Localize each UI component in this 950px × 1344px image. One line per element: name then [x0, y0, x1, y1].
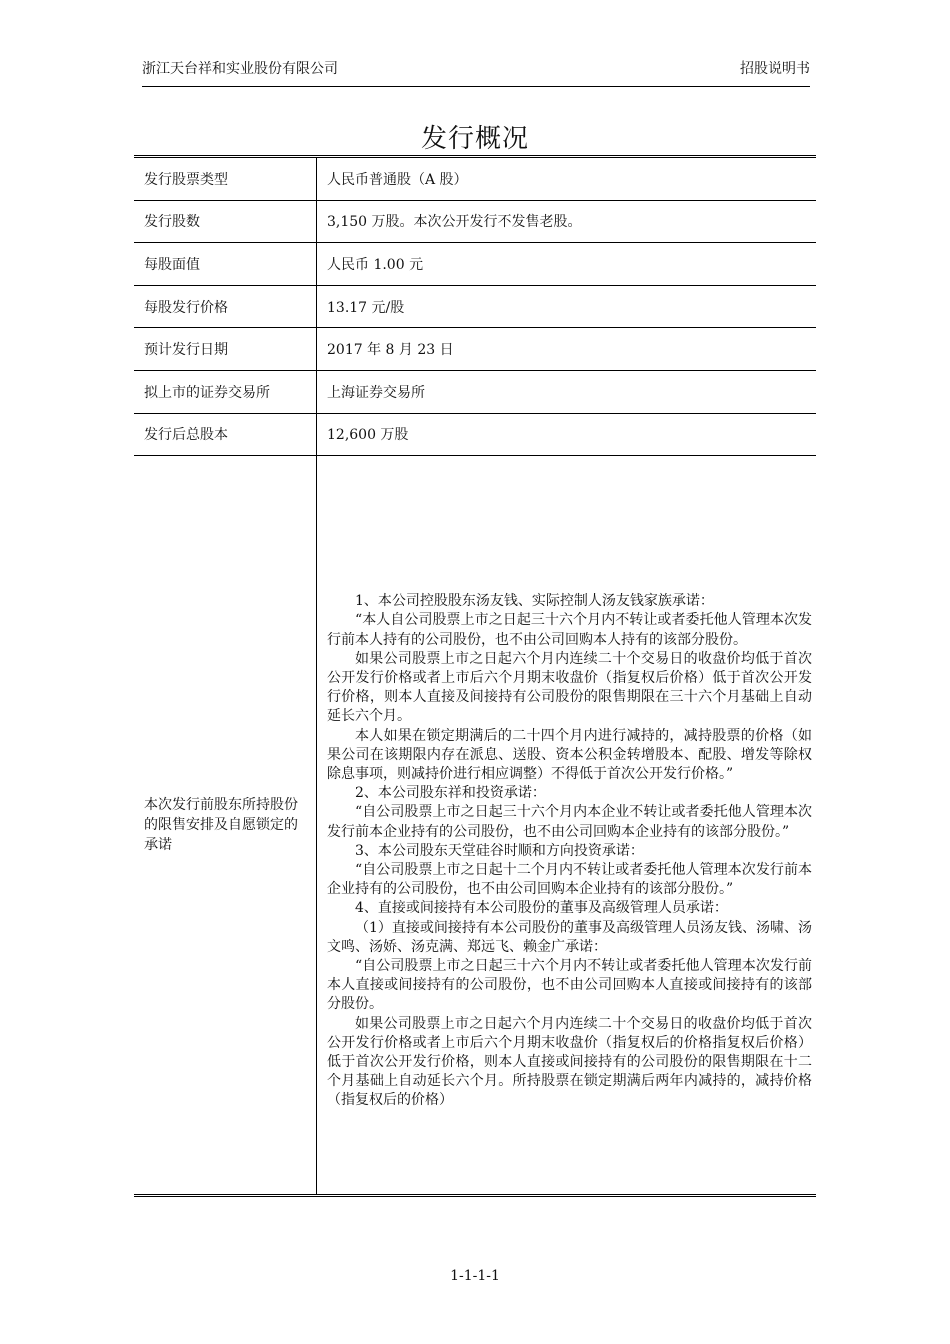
table-row — [134, 328, 816, 371]
row-label: 预计发行日期 — [134, 328, 317, 370]
page-header — [142, 58, 810, 87]
table-row-lockup — [134, 456, 816, 1197]
row-value: 人民币 1.00 元 — [327, 256, 424, 273]
commitment-paragraph: “自公司股票上市之日起十二个月内不转让或者委托他人管理本次发行前本企业持有的公司股份，也不由公司回购本企业持有的该部分股份。” — [327, 862, 812, 898]
row-label: 发行股数 — [134, 201, 317, 243]
row-value: 3,150 万股。本次公开发行不发售老股。 — [327, 214, 582, 231]
commitment-heading: 3、本公司股东天堂硅谷时顺和方向投资承诺： — [355, 842, 644, 859]
row-value: 12,600 万股 — [327, 427, 409, 444]
page-title: 发行概况 — [420, 124, 529, 154]
lockup-commitments — [317, 456, 816, 1194]
row-label: 每股面值 — [134, 243, 317, 285]
row-label: 发行股票类型 — [134, 158, 317, 200]
commitment-paragraph: “自公司股票上市之日起三十六个月内本企业不转让或者委托他人管理本次发行前本企业持有的公司股份，也不由公司回购本企业持有的该部分股份。” — [327, 804, 812, 840]
document-type: 招股说明书 — [740, 61, 810, 77]
row-value: 13.17 元/股 — [327, 299, 405, 316]
commitment-paragraph: 如果公司股票上市之日起六个月内连续二十个交易日的收盘价均低于首次公开发行价格或者上市后六个月期末收盘价（指复权后的价格指复权后价格）低于首次公开发行价格，则本人直接或间接持有的公司股份的限售期限在十二个月基础上自动延长六个月。所持股票在锁定期满后两年内减持的，减持价格（指复权后的价格） — [327, 1015, 812, 1109]
issuance-overview-table — [134, 155, 816, 1197]
commitment-paragraph: “本人自公司股票上市之日起三十六个月内不转让或者委托他人管理本次发行前本人持有的公司股份，也不由公司回购本人持有的该部分股份。 — [327, 612, 812, 648]
company-name: 浙江天台祥和实业股份有限公司 — [142, 61, 338, 77]
row-value: 上海证券交易所 — [327, 384, 425, 401]
table-row — [134, 243, 816, 286]
commitment-heading: 4、直接或间接持有本公司股份的董事及高级管理人员承诺： — [355, 900, 728, 917]
commitment-paragraph: 如果公司股票上市之日起六个月内连续二十个交易日的收盘价均低于首次公开发行价格或者上市后六个月期末收盘价（指复权后价格）低于首次公开发行价格，则本人直接及间接持有公司股份的限售期限在三十六个月基础上自动延长六个月。 — [327, 650, 812, 725]
commitment-paragraph: “自公司股票上市之日起三十六个月内不转让或者委托他人管理本次发行前本人直接或间接持有的公司股份，也不由公司回购本人直接或间接持有的该部分股份。 — [327, 958, 812, 1013]
table-row — [134, 371, 816, 414]
table-row — [134, 158, 816, 201]
row-value: 2017 年 8 月 23 日 — [327, 342, 454, 359]
commitment-heading: 2、本公司股东祥和投资承诺： — [355, 785, 546, 802]
commitment-heading: 1、本公司控股股东汤友钱、实际控制人汤友钱家族承诺： — [355, 593, 714, 610]
row-label: 每股发行价格 — [134, 286, 317, 328]
table-row — [134, 201, 816, 244]
table-row — [134, 414, 816, 457]
commitment-paragraph: 本人如果在锁定期满后的二十四个月内进行减持的，减持股票的价格（如果公司在该期限内存在派息、送股、资本公积金转增股本、配股、增发等除权除息事项，则减持价进行相应调整）不得低于首次公开发行价格。” — [327, 727, 812, 782]
page-number: 1-1-1-1 — [450, 1268, 500, 1284]
row-label: 发行后总股本 — [134, 414, 317, 456]
row-label: 拟上市的证券交易所 — [134, 371, 317, 413]
row-label: 本次发行前股东所持股份的限售安排及自愿锁定的承诺 — [134, 456, 317, 1194]
table-row — [134, 286, 816, 329]
row-value: 人民币普通股（A 股） — [327, 171, 468, 188]
commitment-paragraph: （1）直接或间接持有本公司股份的董事及高级管理人员汤友钱、汤啸、汤文鸣、汤娇、汤克满、郑远飞、赖金广承诺： — [327, 919, 812, 955]
